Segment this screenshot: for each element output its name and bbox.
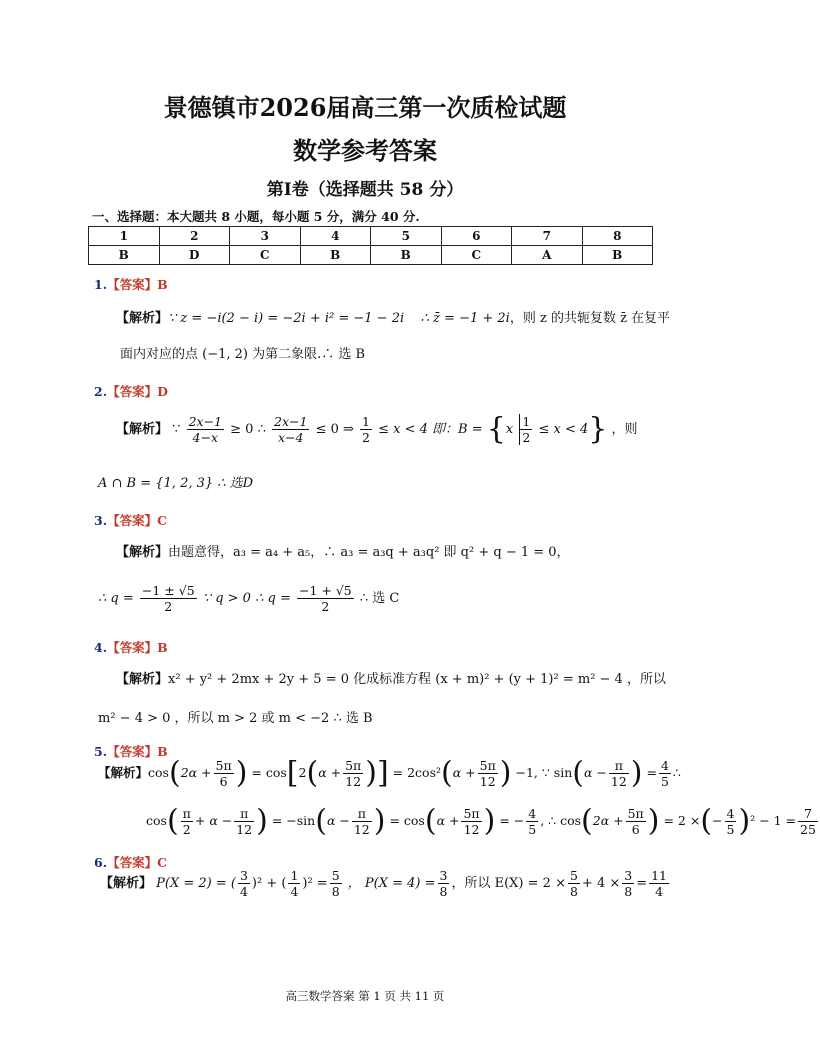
answer-cell: B [582,246,653,265]
q3-answer: 【答案】C [107,513,168,528]
q1-solution-line1 [116,311,670,327]
q5-term: α − [326,813,350,828]
q5-fraction: $\frac{5\pi}{6}$ [215,758,232,789]
answer-table-numbers-row [89,227,653,246]
q6-solution-line1 [100,868,671,899]
q2-answer-heading [94,382,168,400]
q5-fraction: $\frac{7}{25}$ [800,806,816,837]
q6-op: )² = [302,876,328,891]
q5-cos2: = 2cos² [392,765,442,780]
q2-set-var: x [505,422,514,437]
q1-answer-heading [94,275,168,293]
q3-text: 由题意得，a₃ = a₄ + a₅，∴ a₃ = a₃q + a₃q² 即 q² + q − 1 = 0， [168,545,570,560]
q1-number: 1. [94,277,108,292]
q5-fraction: $\frac{4}{5}$ [660,758,669,789]
q5-eq: = [646,765,657,780]
q1-text-conj: ，则 z 的共轭复数 z̄ 在复平 [509,311,671,326]
set-open-brace: { [486,411,506,447]
q5-fraction: $\frac{5\pi}{12}$ [479,758,496,789]
set-close-brace: } [588,411,608,447]
q6-fraction: $\frac{5}{8}$ [569,868,578,899]
q3-number: 3. [94,513,108,528]
answer-table-answers-row [89,246,653,265]
q5-fraction: $\frac{4}{5}$ [726,806,735,837]
q3-mid: ∵ q > 0 ∴ q = [202,591,291,606]
q6-answer: 【答案】C [107,855,168,870]
question-number-cell: 4 [300,227,371,246]
q3-fraction: $\frac{-1 + √5}{2}$ [298,583,352,614]
q5-cos: cos [146,813,167,828]
q5-fraction: $\frac{\pi}{12}$ [610,758,627,789]
answer-cell: A [512,246,583,265]
q5-cos: , ∴ cos [540,813,582,828]
question-number-cell: 8 [582,227,653,246]
q5-fraction: $\frac{\pi}{12}$ [353,806,370,837]
q5-sin: = −sin [271,813,316,828]
q5-term: α + [452,765,476,780]
q5-eq: = − [499,813,525,828]
answer-cell: C [441,246,512,265]
q5-term: + α − [194,813,233,828]
part-title: 第Ⅰ卷（选择题共 58 分） [266,180,464,200]
q3-solution-line1 [116,545,570,561]
q2-answer: 【答案】D [107,384,168,399]
answer-table [88,226,653,265]
answer-cell: B [300,246,371,265]
q5-fraction: $\frac{5\pi}{12}$ [463,806,480,837]
q2-number: 2. [94,384,108,399]
q2-solution-line2: A ∩ B = {1, 2, 3} ∴ 选D [98,476,254,491]
q5-term: α + [436,813,460,828]
q2-ge: ≥ 0 ∴ [230,422,266,437]
q6-op: )² + ( [251,876,287,891]
q2-because: ∵ [172,422,181,437]
q6-fraction: $\frac{3}{8}$ [439,868,448,899]
answer-cell: B [89,246,160,265]
q5-minus: − [712,813,723,828]
q5-fraction: $\frac{5\pi}{12}$ [345,758,362,789]
q5-cos: = cos [251,765,287,780]
q2-fraction: $\frac{1}{2}$ [519,414,532,445]
q2-fraction: $\frac{2x-1}{x-4}$ [274,414,308,445]
q5-eq: ² − 1 = [750,813,797,828]
q6-op: = [636,876,648,891]
q1-solution-label: 【解析】 [116,311,169,326]
q2-le: ≤ 0 ⇒ [315,422,354,437]
q3-solution-label: 【解析】 [116,545,169,560]
q5-cos: cos [148,765,169,780]
answer-cell: C [230,246,301,265]
q2-fraction: $\frac{2x-1}{4-x}$ [188,414,223,445]
q5-term: α − [583,765,607,780]
q5-solution-label: 【解析】 [98,765,149,780]
q6-prob: ， P(X = 4) = [347,876,436,891]
answer-cell: B [371,246,442,265]
q3-solution-line2 [98,583,399,614]
q5-term: α + [318,765,342,780]
q5-solution-line2: cos( $\frac{\pi}{2}$ + α − $\frac{\pi}{12}$ ) = −sin(α − $\frac{\pi}{12}$ ) = cos(α + $\frac{5\pi}{12}$ ) = − $\frac{4}{5}$ , ∴ cos(2α + $\frac{5\pi}{6}$ ) = 2 ×(− $\frac{4}{5}$ )² − 1 = $\frac{7}{25}$ [146,803,816,839]
q5-term: 2α + [592,813,624,828]
q1-expr-zbar: ∴ z̄ = −1 + 2i [420,311,510,326]
page-footer: 高三数学答案 第 1 页 共 11 页 [285,989,445,1003]
q5-solution-line1: 【解析】cos(2α + $\frac{5\pi}{6}$ ) = cos[2(α + $\frac{5\pi}{12}$ )] = 2cos²(α + $\frac{5\pi}{12}$ ) −1, ∵ sin(α − $\frac{\pi}{12}$ ) = $\frac{4}{5}$ ∴ [98,755,681,791]
document-title: 景德镇市2026届高三第一次质检试题 [163,93,567,122]
q6-expectation: ，所以 E(X) = 2 × [451,876,566,891]
q6-fraction: $\frac{11}{4}$ [651,868,668,899]
q6-prob: P(X = 2) = ( [156,876,236,891]
q3-answer-heading [94,511,167,529]
q4-answer-heading [94,638,168,656]
q5-fraction: $\frac{4}{5}$ [528,806,537,837]
q5-answer: 【答案】B [107,744,168,759]
q5-therefore: ∴ [672,765,681,780]
q4-solution-line1 [116,672,666,688]
q6-fraction: $\frac{5}{8}$ [331,868,340,899]
question-number-cell: 7 [512,227,583,246]
q1-answer: 【答案】B [107,277,168,292]
q2-solution-line1 [116,411,638,447]
q5-fraction: $\frac{5\pi}{6}$ [627,806,644,837]
q2-then: ，则 [611,422,638,437]
q2-solution-label: 【解析】 [116,422,169,437]
q5-coef: 2 [298,765,307,780]
document-subtitle: 数学参考答案 [293,136,437,165]
question-number-cell: 6 [441,227,512,246]
q4-solution-line2: m² − 4 > 0 ，所以 m > 2 或 m < −2 ∴ 选 B [98,711,373,726]
answer-cell: D [159,246,230,265]
q5-eq: = 2 × [663,813,701,828]
q1-expr-z: ∵ z = −i(2 − i) = −2i + i² = −1 − 2i [168,311,405,326]
q5-sin: −1, ∵ sin [515,765,573,780]
q5-number: 5. [94,744,108,759]
q5-fraction: $\frac{\pi}{12}$ [236,806,253,837]
q1-solution-line2: 面内对应的点 (−1, 2) 为第二象限.∴ 选 B [120,347,366,362]
q5-term: 2α + [180,765,212,780]
q2-set-b: ≤ x < 4 即：B = [378,422,483,437]
q4-answer: 【答案】B [107,640,168,655]
question-number-cell: 5 [371,227,442,246]
q6-op: + 4 × [581,876,621,891]
q6-fraction: $\frac{3}{8}$ [624,868,633,899]
q3-fraction: $\frac{-1 \pm √5}{2}$ [141,583,195,614]
q5-fraction: $\frac{\pi}{2}$ [182,806,191,837]
q2-set-cond: ≤ x < 4 [538,422,589,437]
q6-number: 6. [94,855,108,870]
q5-cos: = cos [389,813,425,828]
q4-text: x² + y² + 2mx + 2y + 5 = 0 化成标准方程 (x + m)² + (y + 1)² = m² − 4 ，所以 [168,672,666,687]
q6-solution-label: 【解析】 [100,876,153,891]
q4-solution-label: 【解析】 [116,672,169,687]
question-number-cell: 2 [159,227,230,246]
q6-fraction: $\frac{1}{4}$ [290,868,299,899]
q3-pre: ∴ q = [98,591,134,606]
question-number-cell: 1 [89,227,160,246]
q3-tail: ∴ 选 C [359,591,400,606]
q2-fraction: $\frac{1}{2}$ [362,414,370,445]
q6-fraction: $\frac{3}{4}$ [239,868,248,899]
section-heading: 一、选择题：本大题共 8 小题，每小题 5 分，满分 40 分. [92,209,420,224]
q4-number: 4. [94,640,108,655]
question-number-cell: 3 [230,227,301,246]
